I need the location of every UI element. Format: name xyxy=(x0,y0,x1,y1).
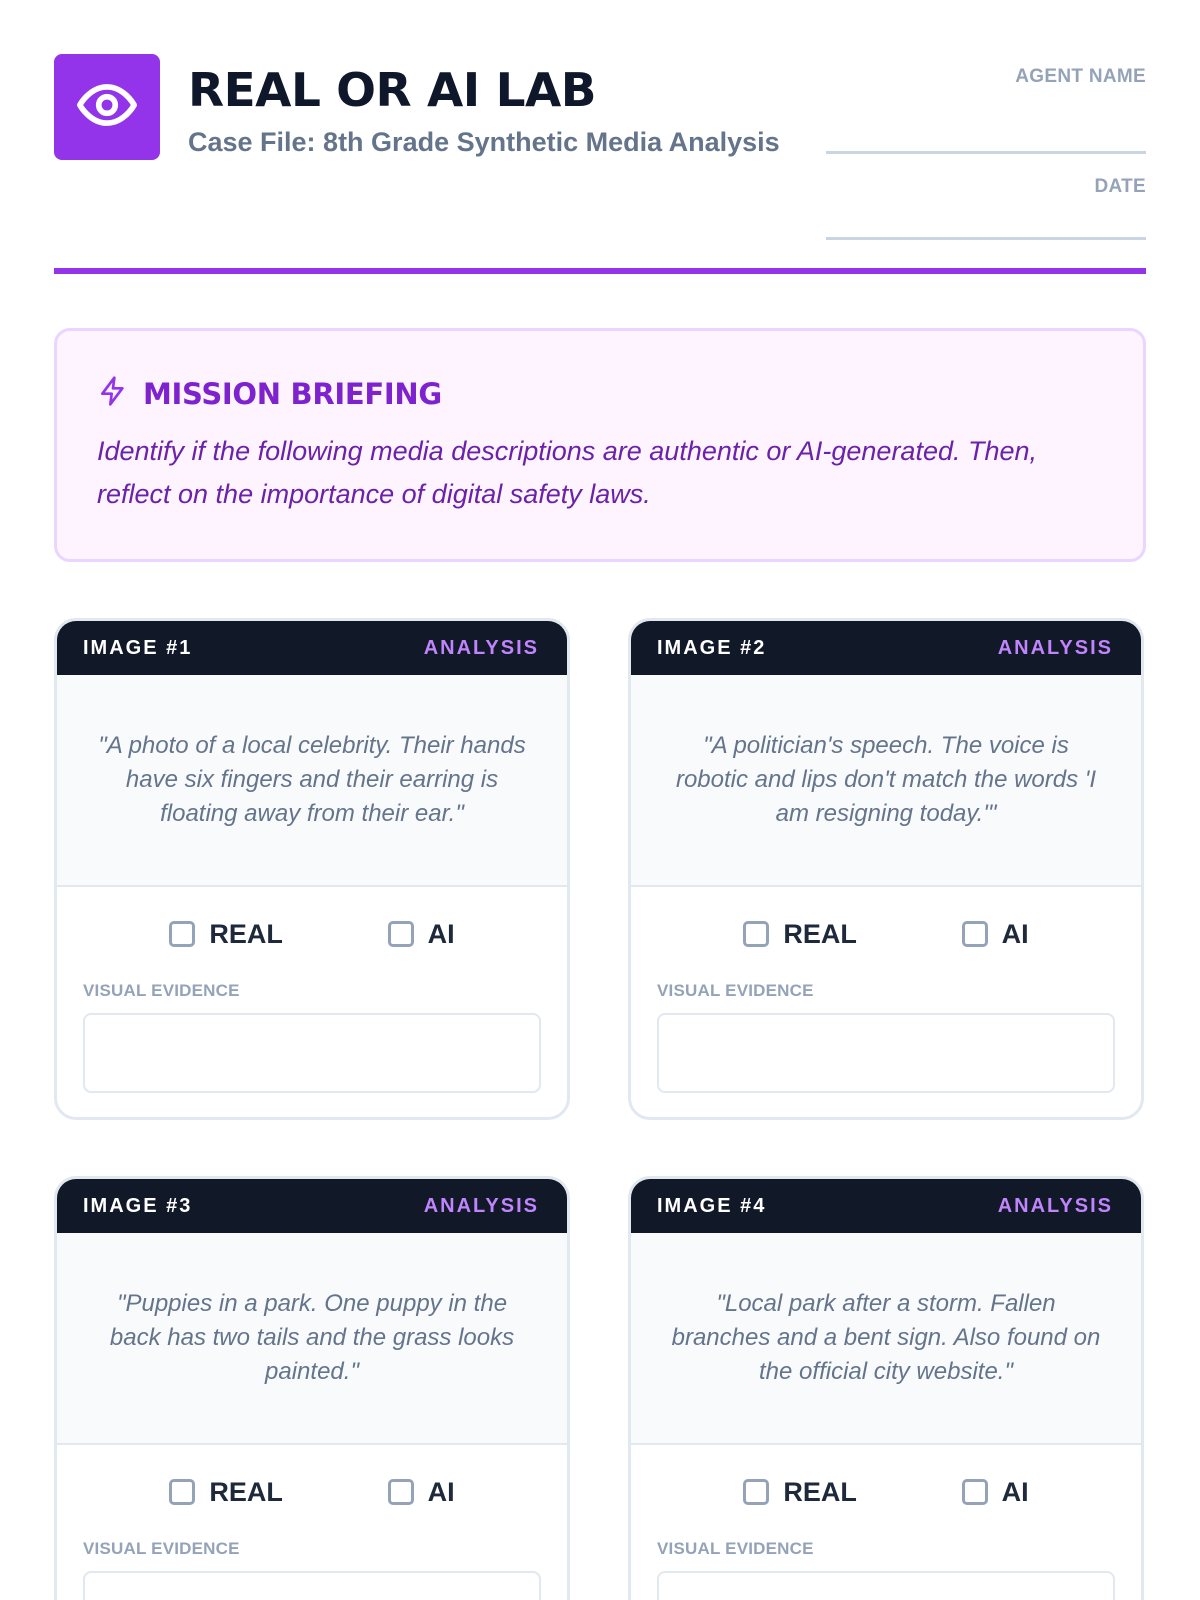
real-option[interactable] xyxy=(169,1475,283,1509)
card-tag: ANALYSIS xyxy=(423,636,539,659)
image-card xyxy=(628,618,1144,1120)
ai-option[interactable] xyxy=(962,917,1029,951)
evidence-label: VISUAL EVIDENCE xyxy=(83,981,240,1000)
evidence-section xyxy=(631,1539,1141,1600)
verdict-options xyxy=(631,1445,1141,1539)
card-header xyxy=(57,1179,567,1233)
ai-checkbox[interactable] xyxy=(388,1479,414,1505)
image-card xyxy=(54,618,570,1120)
evidence-field[interactable] xyxy=(83,1571,541,1600)
card-header xyxy=(631,1179,1141,1233)
card-description-panel xyxy=(631,1233,1141,1445)
ai-checkbox[interactable] xyxy=(962,921,988,947)
card-tag: ANALYSIS xyxy=(997,1194,1113,1217)
card-description: "A photo of a local celebrity. Their hands have six fingers and their earring is floating away from their ear." xyxy=(98,732,526,827)
card-description-panel xyxy=(57,1233,567,1445)
ai-checkbox[interactable] xyxy=(962,1479,988,1505)
real-checkbox[interactable] xyxy=(743,1479,769,1505)
card-description: "Puppies in a park. One puppy in the back has two tails and the grass looks painted." xyxy=(109,1290,515,1385)
real-label: REAL xyxy=(783,918,857,949)
ai-option[interactable] xyxy=(962,1475,1029,1509)
briefing-heading xyxy=(97,375,1103,412)
logo xyxy=(54,54,160,160)
evidence-label: VISUAL EVIDENCE xyxy=(657,981,814,1000)
agent-name-field[interactable] xyxy=(826,66,1146,154)
lightning-icon xyxy=(97,375,129,412)
real-checkbox[interactable] xyxy=(169,921,195,947)
page-title: REAL OR AI LAB xyxy=(188,63,597,117)
card-description: "A politician's speech. The voice is robotic and lips don't match the words 'I am resigning today.'" xyxy=(675,732,1097,827)
card-description: "Local park after a storm. Fallen branches and a bent sign. Also found on the official city website." xyxy=(671,1290,1101,1385)
card-description-panel xyxy=(631,675,1141,887)
evidence-section xyxy=(631,981,1141,1093)
evidence-label: VISUAL EVIDENCE xyxy=(83,1539,240,1558)
date-label: DATE xyxy=(1094,176,1146,197)
real-label: REAL xyxy=(209,918,283,949)
page-subtitle: Case File: 8th Grade Synthetic Media Analysis xyxy=(188,127,780,157)
card-header xyxy=(57,621,567,675)
card-tag: ANALYSIS xyxy=(423,1194,539,1217)
date-field[interactable] xyxy=(826,154,1146,240)
student-info-fields xyxy=(826,66,1146,240)
mission-briefing xyxy=(54,328,1146,562)
ai-label: AI xyxy=(427,918,455,949)
ai-checkbox[interactable] xyxy=(388,921,414,947)
card-tag: ANALYSIS xyxy=(997,636,1113,659)
ai-label: AI xyxy=(1001,1476,1029,1507)
ai-option[interactable] xyxy=(388,917,455,951)
real-option[interactable] xyxy=(743,917,857,951)
evidence-section xyxy=(57,981,567,1093)
ai-label: AI xyxy=(427,1476,455,1507)
card-id: IMAGE #4 xyxy=(657,1194,767,1217)
image-card xyxy=(54,1176,570,1600)
real-label: REAL xyxy=(783,1476,857,1507)
real-checkbox[interactable] xyxy=(743,921,769,947)
real-label: REAL xyxy=(209,1476,283,1507)
verdict-options xyxy=(57,1445,567,1539)
card-header xyxy=(631,621,1141,675)
ai-label: AI xyxy=(1001,918,1029,949)
briefing-text: Identify if the following media descriptions are authentic or AI-generated. Then, reflect on the importance of digital safety laws. xyxy=(97,436,1038,509)
card-id: IMAGE #3 xyxy=(83,1194,193,1217)
agent-name-label: AGENT NAME xyxy=(1015,66,1146,87)
card-description-panel xyxy=(57,675,567,887)
evidence-field[interactable] xyxy=(657,1571,1115,1600)
evidence-section xyxy=(57,1539,567,1600)
card-id: IMAGE #2 xyxy=(657,636,767,659)
verdict-options xyxy=(57,887,567,981)
evidence-label: VISUAL EVIDENCE xyxy=(657,1539,814,1558)
card-id: IMAGE #1 xyxy=(83,636,193,659)
image-card xyxy=(628,1176,1144,1600)
header xyxy=(54,54,1146,274)
briefing-title: MISSION BRIEFING xyxy=(143,376,442,411)
evidence-field[interactable] xyxy=(83,1013,541,1093)
ai-option[interactable] xyxy=(388,1475,455,1509)
real-option[interactable] xyxy=(743,1475,857,1509)
eye-icon xyxy=(76,74,138,141)
real-checkbox[interactable] xyxy=(169,1479,195,1505)
image-card-grid xyxy=(54,618,1146,1600)
verdict-options xyxy=(631,887,1141,981)
real-option[interactable] xyxy=(169,917,283,951)
evidence-field[interactable] xyxy=(657,1013,1115,1093)
header-divider xyxy=(54,268,1146,274)
